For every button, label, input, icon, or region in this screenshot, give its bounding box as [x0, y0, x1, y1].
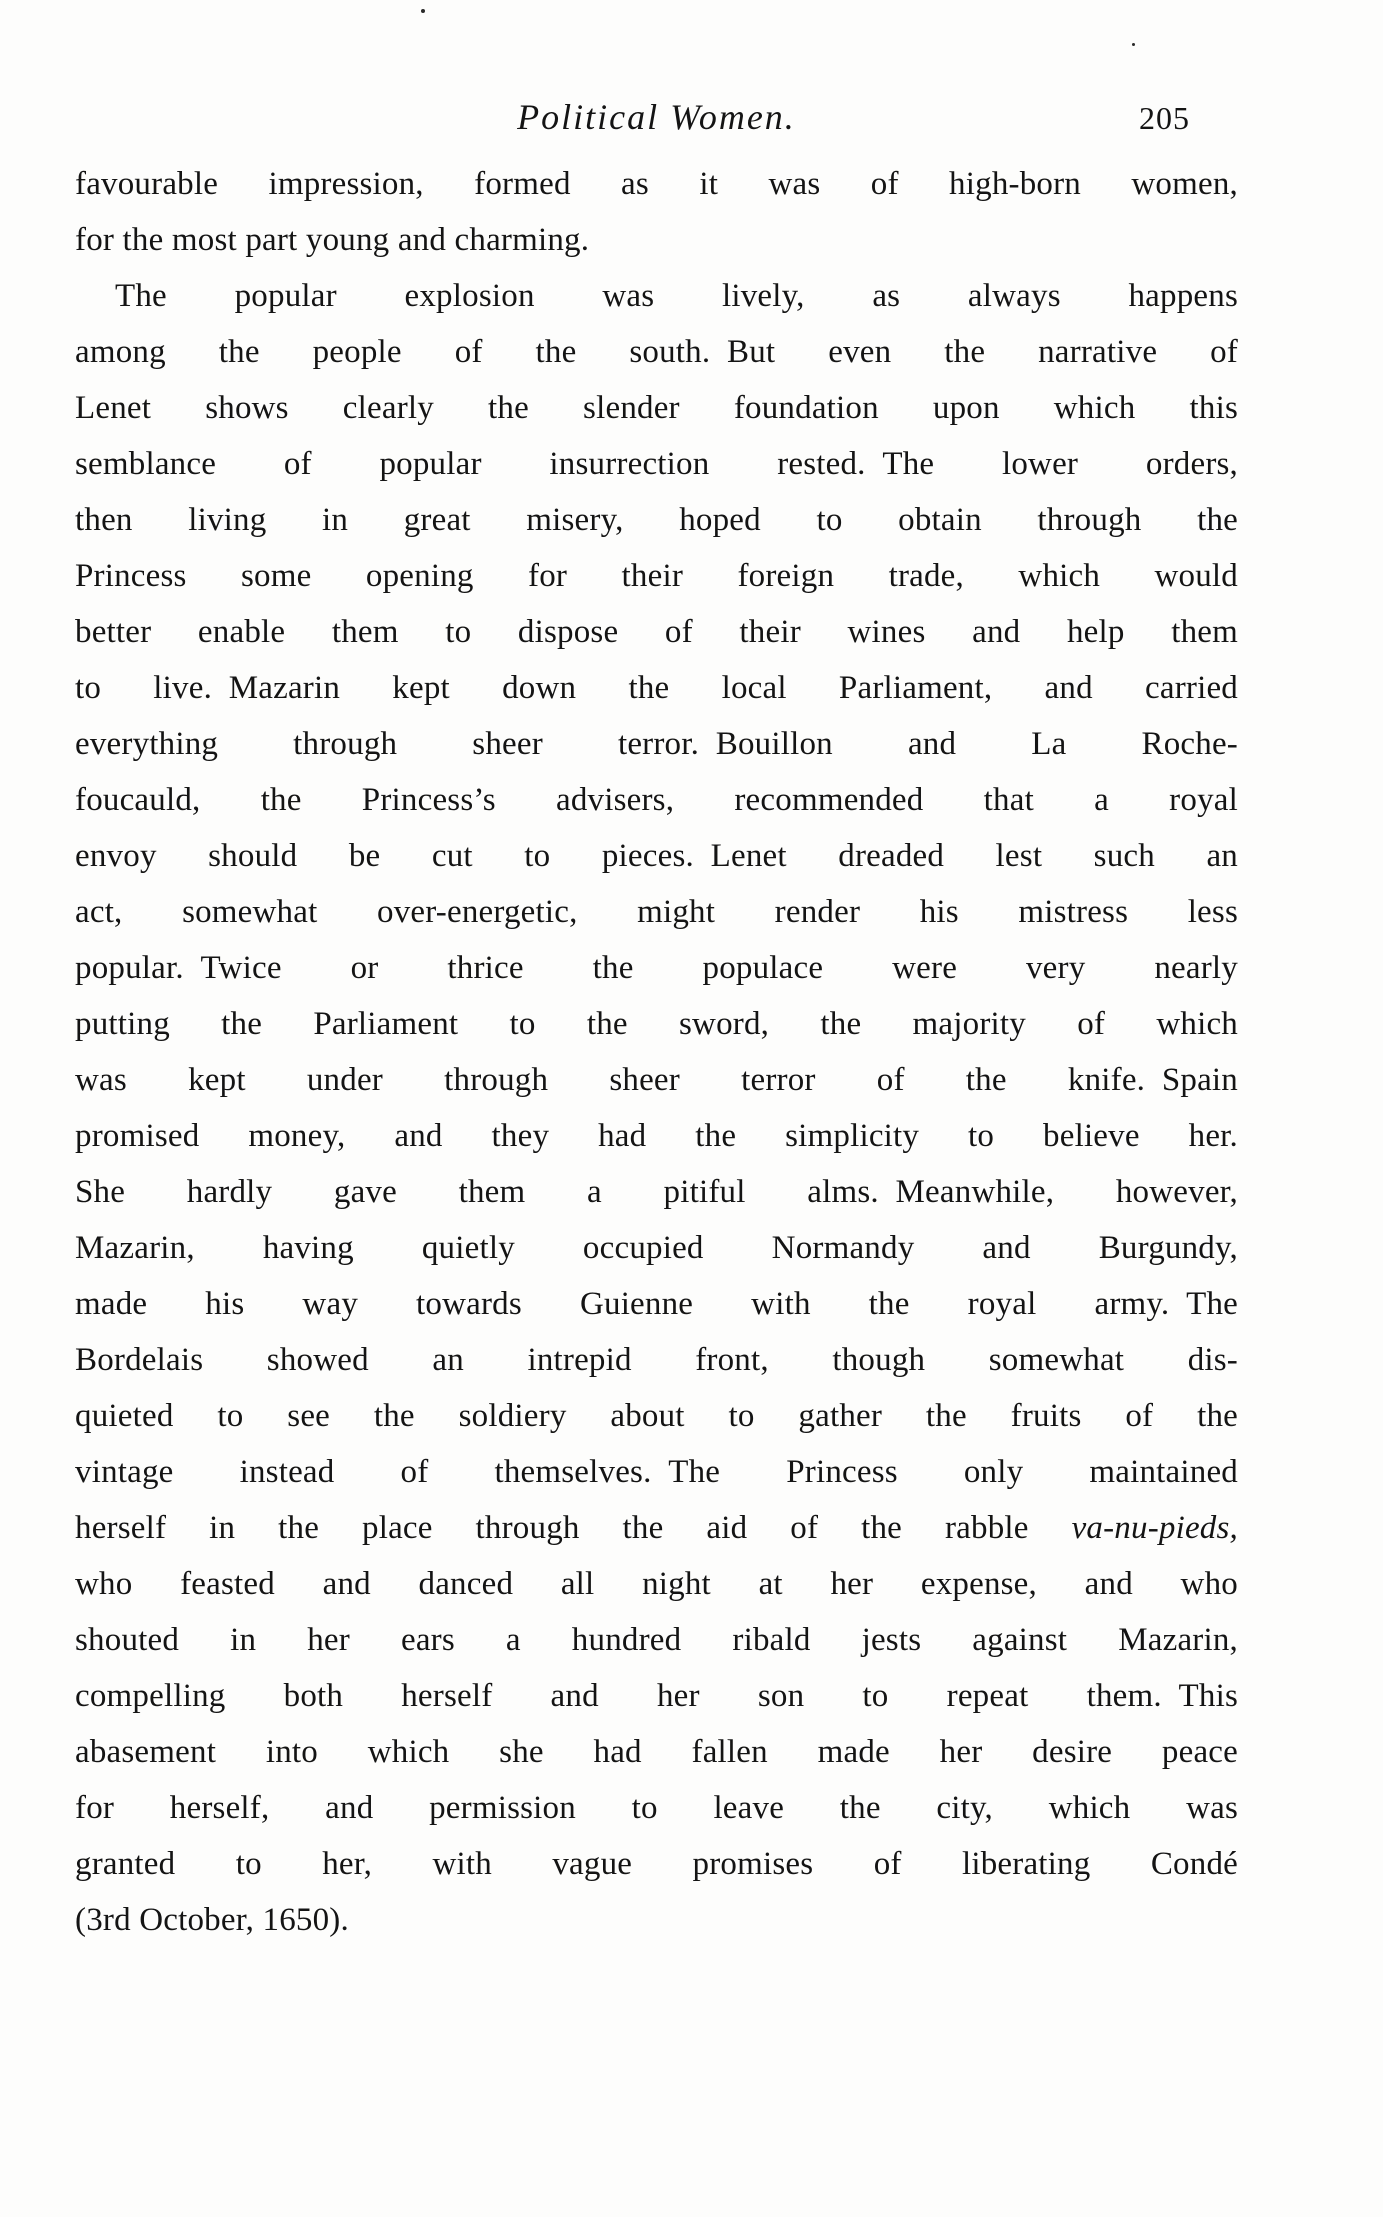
- text-segment: who feasted and danced all night at her expense, and who: [75, 1566, 1238, 1602]
- text-segment: compelling both herself and her son to repeat them. This: [75, 1678, 1238, 1714]
- text-segment: (3rd October, 1650).: [75, 1902, 349, 1938]
- text-segment: abasement into which she had fallen made her desire peace: [75, 1734, 1238, 1770]
- text-segment: Bordelais showed an intrepid front, though somewhat dis-: [75, 1342, 1238, 1378]
- running-head-title: Political Women.: [517, 97, 796, 137]
- text-line: [75, 1220, 1238, 1276]
- text-line: [75, 1388, 1238, 1444]
- text-segment: favourable impression, formed as it was of high-born women,: [75, 166, 1238, 202]
- page-header: [75, 96, 1238, 138]
- text-segment: Lenet shows clearly the slender foundation upon which this: [75, 390, 1238, 426]
- text-line: [75, 660, 1238, 716]
- text-line: [75, 1164, 1238, 1220]
- page-body: [75, 156, 1238, 1948]
- text-segment: envoy should be cut to pieces. Lenet dreaded lest such an: [75, 838, 1238, 874]
- text-line: [75, 884, 1238, 940]
- text-segment: to live. Mazarin kept down the local Parliament, and carried: [75, 670, 1238, 706]
- text-segment: Mazarin, having quietly occupied Normandy and Burgundy,: [75, 1230, 1238, 1266]
- text-segment: among the people of the south. But even the narrative of: [75, 334, 1238, 370]
- text-line: [75, 1500, 1238, 1556]
- text-line: [75, 1612, 1238, 1668]
- text-segment: for the most part young and charming.: [75, 222, 590, 258]
- page-number: 205: [1139, 100, 1190, 136]
- scan-speck: [421, 9, 425, 13]
- text-segment: popular. Twice or thrice the populace were very nearly: [75, 950, 1238, 986]
- text-line: [75, 1332, 1238, 1388]
- text-segment: herself in the place through the aid of the rabble: [75, 1510, 1072, 1546]
- text-line: [75, 1444, 1238, 1500]
- text-line: [75, 1892, 1238, 1948]
- text-line: [75, 940, 1238, 996]
- text-line: [75, 324, 1238, 380]
- text-segment: was kept under through sheer terror of the knife. Spain: [75, 1062, 1238, 1098]
- text-segment: vintage instead of themselves. The Princess only maintained: [75, 1454, 1238, 1490]
- text-segment: Princess some opening for their foreign trade, which would: [75, 558, 1238, 594]
- text-line: [75, 996, 1238, 1052]
- text-line: [75, 604, 1238, 660]
- text-line: [75, 1556, 1238, 1612]
- text-segment: better enable them to dispose of their wines and help them: [75, 614, 1238, 650]
- scan-speck: [1132, 43, 1135, 46]
- text-segment: quieted to see the soldiery about to gather the fruits of the: [75, 1398, 1238, 1434]
- text-segment: The popular explosion was lively, as always happens: [115, 278, 1238, 314]
- text-segment: putting the Parliament to the sword, the majority of which: [75, 1006, 1238, 1042]
- text-segment: made his way towards Guienne with the royal army. The: [75, 1286, 1238, 1322]
- text-line: [75, 212, 1238, 268]
- text-segment: then living in great misery, hoped to obtain through the: [75, 502, 1238, 538]
- italic-text-segment: va-nu-pieds,: [1071, 1510, 1238, 1546]
- text-segment: She hardly gave them a pitiful alms. Meanwhile, however,: [75, 1174, 1238, 1210]
- text-line: [75, 772, 1238, 828]
- text-line: [75, 268, 1238, 324]
- text-segment: shouted in her ears a hundred ribald jests against Mazarin,: [75, 1622, 1238, 1658]
- text-segment: semblance of popular insurrection rested. The lower orders,: [75, 446, 1238, 482]
- text-line: [75, 1836, 1238, 1892]
- text-line: [75, 436, 1238, 492]
- text-line: [75, 1780, 1238, 1836]
- text-segment: foucauld, the Princess’s advisers, recommended that a royal: [75, 782, 1238, 818]
- text-line: [75, 1276, 1238, 1332]
- text-line: [75, 492, 1238, 548]
- text-segment: everything through sheer terror. Bouillon and La Roche-: [75, 726, 1238, 762]
- text-line: [75, 156, 1238, 212]
- text-line: [75, 1108, 1238, 1164]
- text-line: [75, 716, 1238, 772]
- text-segment: act, somewhat over-energetic, might render his mistress less: [75, 894, 1238, 930]
- text-segment: for herself, and permission to leave the city, which was: [75, 1790, 1238, 1826]
- text-line: [75, 548, 1238, 604]
- text-line: [75, 828, 1238, 884]
- text-segment: promised money, and they had the simplicity to believe her.: [75, 1118, 1238, 1154]
- text-line: [75, 1668, 1238, 1724]
- text-line: [75, 1052, 1238, 1108]
- text-segment: granted to her, with vague promises of liberating Condé: [75, 1846, 1238, 1882]
- text-line: [75, 1724, 1238, 1780]
- text-line: [75, 380, 1238, 436]
